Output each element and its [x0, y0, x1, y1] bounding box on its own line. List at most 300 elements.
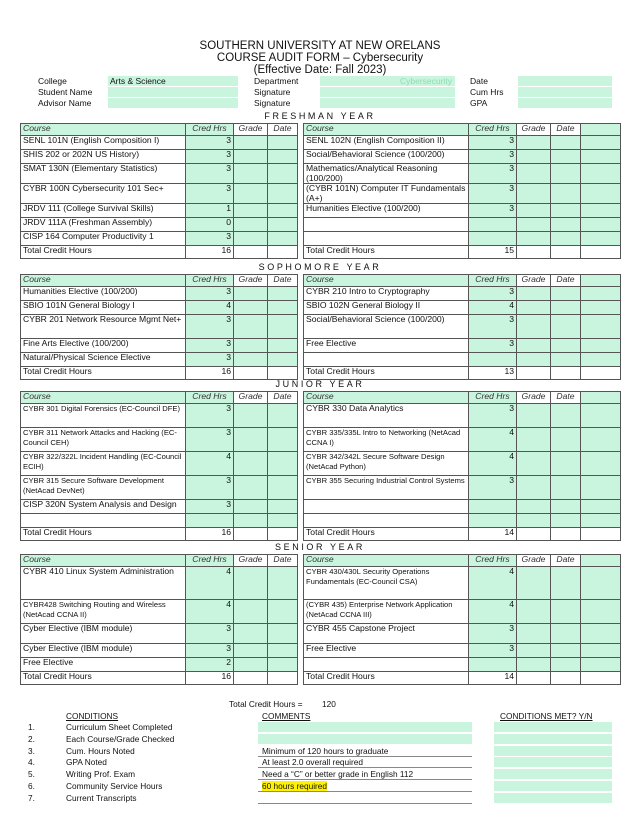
cred-hrs-column-header: Cred Hrs [469, 392, 517, 404]
grade-cell[interactable] [517, 315, 551, 339]
cred-hrs-cell[interactable]: 3 [469, 404, 517, 428]
cred-hrs-cell[interactable]: 3 [186, 315, 234, 339]
date-cell[interactable] [268, 184, 298, 204]
comment-field[interactable] [258, 791, 472, 792]
column-filler [581, 555, 621, 567]
date-cell [268, 246, 298, 259]
grade-cell[interactable] [517, 658, 551, 672]
date-cell[interactable] [268, 624, 298, 644]
date-cell[interactable] [268, 339, 298, 353]
grade-cell[interactable] [234, 476, 268, 500]
condition-number: 4. [28, 757, 35, 768]
course-name-cell: CYBR 455 Capstone Project [304, 624, 469, 644]
cred-hrs-cell[interactable]: 3 [469, 624, 517, 644]
row-filler [581, 367, 621, 380]
date-cell[interactable] [551, 301, 581, 315]
course-name-cell: Humanities Elective (100/200) [304, 204, 469, 218]
date-cell[interactable] [551, 315, 581, 339]
course-name-cell: Fine Arts Elective (100/200) [21, 339, 186, 353]
total-credit-hours-label: Total Credit Hours [304, 528, 469, 541]
grade-cell[interactable] [517, 301, 551, 315]
table-header-row [21, 392, 621, 404]
cred-hrs-cell[interactable]: 3 [186, 624, 234, 644]
advisor-name-field[interactable] [108, 98, 238, 108]
cred-hrs-cell[interactable]: 3 [186, 428, 234, 452]
grand-total-value: 120 [322, 699, 336, 709]
row-filler [581, 246, 621, 259]
date-cell [268, 672, 298, 685]
grade-column-header: Grade [234, 392, 268, 404]
comment-field[interactable] [258, 734, 472, 744]
date-cell[interactable] [551, 339, 581, 353]
date-column-header: Date [268, 555, 298, 567]
date-cell [551, 528, 581, 541]
condition-number: 5. [28, 769, 35, 780]
cred-hrs-cell[interactable]: 3 [186, 287, 234, 301]
row-filler [581, 204, 621, 218]
course-name-cell: Free Elective [304, 644, 469, 658]
cred-hrs-cell[interactable] [469, 514, 517, 528]
cred-hrs-column-header: Cred Hrs [469, 555, 517, 567]
date-cell[interactable] [551, 404, 581, 428]
grade-cell[interactable] [517, 600, 551, 624]
cred-hrs-cell[interactable]: 3 [469, 164, 517, 184]
condition-text: Curriculum Sheet Completed [66, 722, 173, 732]
grade-cell[interactable] [234, 150, 268, 164]
date-cell[interactable] [268, 136, 298, 150]
course-name-cell: (CYBR 435) Enterprise Network Application (NetAcad CCNA III) [304, 600, 469, 624]
grade-column-header: Grade [234, 275, 268, 287]
total-credit-hours-label: Total Credit Hours [304, 672, 469, 685]
grade-cell [517, 367, 551, 380]
date-column-header: Date [268, 124, 298, 136]
cred-hrs-cell[interactable]: 4 [186, 600, 234, 624]
cred-hrs-cell[interactable]: 3 [469, 136, 517, 150]
course-column-header: Course [21, 275, 186, 287]
total-credit-hours-label: Total Credit Hours [21, 367, 186, 380]
date-cell [551, 672, 581, 685]
grade-cell[interactable] [234, 218, 268, 232]
grade-cell[interactable] [234, 287, 268, 301]
grade-cell[interactable] [234, 658, 268, 672]
cred-hrs-cell[interactable]: 4 [469, 600, 517, 624]
grade-cell[interactable] [234, 136, 268, 150]
cred-hrs-column-header: Cred Hrs [186, 555, 234, 567]
grade-cell[interactable] [517, 644, 551, 658]
condition-number: 3. [28, 745, 35, 756]
date-cell[interactable] [268, 476, 298, 500]
grade-cell[interactable] [234, 452, 268, 476]
grade-cell[interactable] [517, 136, 551, 150]
right-total-value: 13 [469, 367, 517, 380]
date-cell[interactable] [268, 232, 298, 246]
cred-hrs-cell[interactable]: 3 [186, 164, 234, 184]
cred-hrs-cell[interactable] [469, 500, 517, 514]
date-cell[interactable] [551, 287, 581, 301]
date-cell[interactable] [551, 600, 581, 624]
cred-hrs-cell[interactable]: 3 [469, 644, 517, 658]
date-cell[interactable] [551, 353, 581, 367]
course-name-cell: SBIO 102N General Biology II [304, 301, 469, 315]
cred-hrs-cell[interactable]: 3 [186, 476, 234, 500]
left-total-value: 16 [186, 367, 234, 380]
right-total-value: 14 [469, 672, 517, 685]
grade-cell[interactable] [234, 339, 268, 353]
course-table [20, 123, 621, 259]
course-name-cell: Cyber Elective (IBM module) [21, 624, 186, 644]
course-name-cell: CISP 164 Computer Productivity 1 [21, 232, 186, 246]
row-filler [581, 644, 621, 658]
gpa-field[interactable] [518, 98, 612, 108]
cred-hrs-cell[interactable]: 3 [186, 644, 234, 658]
table-header-row [21, 555, 621, 567]
table-row [21, 204, 621, 218]
date-cell[interactable] [551, 567, 581, 600]
grade-cell[interactable] [517, 500, 551, 514]
condition-met-field[interactable] [494, 793, 612, 803]
grade-column-header: Grade [517, 392, 551, 404]
date-cell[interactable] [268, 428, 298, 452]
grand-total-label: Total Credit Hours = [229, 699, 303, 709]
left-total-value: 16 [186, 528, 234, 541]
column-filler [581, 392, 621, 404]
row-filler [581, 164, 621, 184]
table-row [21, 624, 621, 644]
college-value: Arts & Science [110, 76, 166, 86]
grade-cell[interactable] [234, 644, 268, 658]
date-cell[interactable] [551, 136, 581, 150]
date-cell[interactable] [551, 218, 581, 232]
grade-cell[interactable] [517, 339, 551, 353]
signature-field-1[interactable] [320, 87, 455, 97]
cred-hrs-cell[interactable]: 3 [186, 150, 234, 164]
cred-hrs-column-header: Cred Hrs [186, 275, 234, 287]
grade-cell[interactable] [517, 404, 551, 428]
advisor-name-label: Advisor Name [38, 98, 92, 108]
grade-cell[interactable] [234, 184, 268, 204]
date-cell[interactable] [551, 514, 581, 528]
date-cell[interactable] [551, 428, 581, 452]
year-title: SOPHOMORE YEAR [258, 262, 382, 272]
grade-cell[interactable] [517, 514, 551, 528]
cred-hrs-cell[interactable] [469, 658, 517, 672]
year-title: JUNIOR YEAR [275, 379, 365, 389]
date-cell[interactable] [268, 150, 298, 164]
grade-cell[interactable] [517, 184, 551, 204]
course-name-cell [304, 500, 469, 514]
grade-column-header: Grade [517, 275, 551, 287]
condition-met-field[interactable] [494, 722, 612, 732]
grade-cell[interactable] [517, 567, 551, 600]
course-column-header: Course [21, 555, 186, 567]
form-title: COURSE AUDIT FORM – Cybersecurity [216, 52, 424, 64]
condition-comment: 60 hours required [262, 781, 328, 791]
course-name-cell: Natural/Physical Science Elective [21, 353, 186, 367]
right-total-value: 15 [469, 246, 517, 259]
cred-hrs-cell[interactable]: 4 [469, 301, 517, 315]
grade-cell [517, 528, 551, 541]
condition-met-field[interactable] [494, 769, 612, 779]
cred-hrs-cell[interactable]: 3 [469, 287, 517, 301]
course-name-cell: CYBR428 Switching Routing and Wireless (NetAcad CCNA II) [21, 600, 186, 624]
table-header-row [21, 124, 621, 136]
date-cell[interactable] [551, 500, 581, 514]
table-header-row [21, 275, 621, 287]
date-cell[interactable] [268, 164, 298, 184]
row-filler [581, 150, 621, 164]
year-title: SENIOR YEAR [275, 542, 365, 552]
cred-hrs-cell[interactable]: 3 [186, 500, 234, 514]
course-column-header: Course [21, 392, 186, 404]
column-filler [581, 275, 621, 287]
cred-hrs-cell[interactable]: 3 [469, 476, 517, 500]
cred-hrs-cell[interactable]: 3 [186, 184, 234, 204]
date-cell[interactable] [551, 658, 581, 672]
table-row [21, 287, 621, 301]
comment-field[interactable] [258, 722, 472, 732]
row-filler [581, 353, 621, 367]
cred-hrs-cell[interactable]: 3 [186, 136, 234, 150]
date-cell[interactable] [551, 232, 581, 246]
cred-hrs-cell[interactable]: 3 [469, 339, 517, 353]
date-cell[interactable] [268, 500, 298, 514]
date-cell[interactable] [551, 184, 581, 204]
cred-hrs-cell[interactable]: 3 [186, 339, 234, 353]
course-name-cell: (CYBR 101N) Computer IT Fundamentals (A+) [304, 184, 469, 204]
date-cell[interactable] [551, 644, 581, 658]
gpa-label: GPA [470, 98, 488, 108]
condition-text: Current Transcripts [66, 792, 137, 803]
date-cell[interactable] [551, 164, 581, 184]
grade-cell[interactable] [234, 500, 268, 514]
course-name-cell: CYBR 330 Data Analytics [304, 404, 469, 428]
date-cell[interactable] [268, 204, 298, 218]
date-cell[interactable] [268, 514, 298, 528]
date-cell [551, 367, 581, 380]
course-name-cell: CISP 320N System Analysis and Design [21, 500, 186, 514]
course-name-cell [304, 218, 469, 232]
date-cell[interactable] [268, 600, 298, 624]
grade-cell[interactable] [517, 428, 551, 452]
course-column-header: Course [304, 124, 469, 136]
student-name-field[interactable] [108, 87, 238, 97]
date-cell[interactable] [268, 644, 298, 658]
condition-met-field[interactable] [494, 781, 612, 791]
table-row [21, 164, 621, 184]
student-name-label: Student Name [38, 87, 93, 97]
cred-hrs-cell[interactable]: 4 [186, 452, 234, 476]
total-credit-hours-label: Total Credit Hours [21, 528, 186, 541]
table-row [21, 404, 621, 428]
condition-text: Writing Prof. Exam [66, 769, 136, 780]
course-table [20, 274, 621, 380]
grade-cell[interactable] [517, 218, 551, 232]
date-column-header: Date [268, 275, 298, 287]
cred-hrs-cell[interactable]: 2 [186, 658, 234, 672]
row-filler [581, 672, 621, 685]
grade-cell[interactable] [234, 624, 268, 644]
grade-cell[interactable] [517, 232, 551, 246]
table-row [21, 644, 621, 658]
grade-cell[interactable] [517, 287, 551, 301]
date-cell[interactable] [268, 353, 298, 367]
row-filler [581, 500, 621, 514]
course-name-cell [304, 232, 469, 246]
cred-hrs-cell[interactable]: 1 [186, 204, 234, 218]
course-name-cell: Free Elective [21, 658, 186, 672]
course-table [20, 391, 621, 541]
date-cell[interactable] [551, 452, 581, 476]
table-row [21, 184, 621, 204]
effective-date: (Effective Date: Fall 2023) [253, 64, 387, 76]
date-cell[interactable] [268, 404, 298, 428]
grade-cell[interactable] [234, 353, 268, 367]
grade-cell[interactable] [517, 150, 551, 164]
grade-cell[interactable] [234, 514, 268, 528]
table-row [21, 500, 621, 514]
date-cell[interactable] [551, 624, 581, 644]
row-filler [581, 301, 621, 315]
cred-hrs-cell[interactable]: 3 [469, 204, 517, 218]
date-column-header: Date [551, 392, 581, 404]
cred-hrs-cell[interactable]: 3 [186, 404, 234, 428]
condition-met-field[interactable] [494, 757, 612, 767]
cred-hrs-cell[interactable]: 3 [469, 315, 517, 339]
cred-hrs-cell[interactable]: 4 [469, 452, 517, 476]
date-cell[interactable] [268, 287, 298, 301]
condition-met-field[interactable] [494, 746, 612, 756]
row-filler [581, 232, 621, 246]
course-name-cell: CYBR 355 Securing Industrial Control Systems [304, 476, 469, 500]
grade-cell[interactable] [234, 428, 268, 452]
table-row [21, 476, 621, 500]
course-name-cell: SBIO 101N General Biology I [21, 301, 186, 315]
course-name-cell: Cyber Elective (IBM module) [21, 644, 186, 658]
cred-hrs-cell[interactable]: 3 [469, 150, 517, 164]
total-row [21, 367, 621, 380]
cred-hrs-column-header: Cred Hrs [186, 124, 234, 136]
grade-cell[interactable] [517, 353, 551, 367]
grade-column-header: Grade [517, 555, 551, 567]
grade-cell[interactable] [234, 164, 268, 184]
date-cell[interactable] [551, 476, 581, 500]
course-name-cell: SENL 101N (English Composition I) [21, 136, 186, 150]
date-cell[interactable] [268, 315, 298, 339]
cred-hrs-cell[interactable]: 0 [186, 218, 234, 232]
cred-hrs-cell[interactable] [186, 514, 234, 528]
date-cell [268, 528, 298, 541]
course-name-cell: CYBR 410 Linux System Administration [21, 567, 186, 600]
grade-cell[interactable] [517, 452, 551, 476]
signature-field-2[interactable] [320, 98, 455, 108]
date-cell[interactable] [268, 452, 298, 476]
grade-cell[interactable] [234, 232, 268, 246]
row-filler [581, 624, 621, 644]
cum-hrs-field[interactable] [518, 87, 612, 97]
table-row [21, 600, 621, 624]
course-name-cell: SMAT 130N (Elementary Statistics) [21, 164, 186, 184]
date-cell [551, 246, 581, 259]
cred-hrs-cell[interactable]: 3 [186, 353, 234, 367]
course-table [20, 554, 621, 685]
cred-hrs-cell[interactable]: 4 [186, 567, 234, 600]
table-row [21, 428, 621, 452]
cred-hrs-column-header: Cred Hrs [469, 124, 517, 136]
grade-cell[interactable] [517, 476, 551, 500]
conditions-title: CONDITIONS [66, 711, 119, 721]
course-column-header: Course [304, 392, 469, 404]
course-name-cell: CYBR 335/335L Intro to Networking (NetAcad CCNA I) [304, 428, 469, 452]
left-total-value: 16 [186, 246, 234, 259]
comment-field[interactable] [258, 803, 472, 804]
row-filler [581, 658, 621, 672]
cred-hrs-cell[interactable] [469, 232, 517, 246]
date-cell[interactable] [551, 204, 581, 218]
cred-hrs-cell[interactable] [469, 218, 517, 232]
row-filler [581, 315, 621, 339]
left-total-value: 16 [186, 672, 234, 685]
course-name-cell: CYBR 311 Network Attacks and Hacking (EC-Council CEH) [21, 428, 186, 452]
course-name-cell: CYBR 301 Digital Forensics (EC-Council DFE) [21, 404, 186, 428]
date-label: Date [470, 76, 488, 86]
row-filler [581, 476, 621, 500]
cred-hrs-cell[interactable]: 4 [469, 567, 517, 600]
grade-cell[interactable] [234, 315, 268, 339]
date-column-header: Date [268, 392, 298, 404]
grade-cell[interactable] [234, 404, 268, 428]
grade-cell [234, 246, 268, 259]
grade-cell[interactable] [234, 204, 268, 218]
course-name-cell: Social/Behavioral Science (100/200) [304, 150, 469, 164]
condition-text: GPA Noted [66, 757, 107, 768]
date-cell[interactable] [268, 218, 298, 232]
date-cell[interactable] [268, 301, 298, 315]
grade-cell [517, 246, 551, 259]
cred-hrs-cell[interactable]: 3 [186, 232, 234, 246]
date-cell[interactable] [268, 567, 298, 600]
course-name-cell: CYBR 322/322L Incident Handling (EC-Council ECIH) [21, 452, 186, 476]
course-name-cell: Social/Behavioral Science (100/200) [304, 315, 469, 339]
date-cell[interactable] [551, 150, 581, 164]
grade-cell[interactable] [517, 204, 551, 218]
grade-cell[interactable] [517, 624, 551, 644]
row-filler [581, 287, 621, 301]
course-name-cell: CYBR 315 Secure Software Development (NetAcad DevNet) [21, 476, 186, 500]
grade-cell[interactable] [234, 600, 268, 624]
grade-cell [234, 672, 268, 685]
comments-title: COMMENTS [262, 711, 311, 721]
cred-hrs-cell[interactable]: 4 [186, 301, 234, 315]
cred-hrs-cell[interactable]: 4 [469, 428, 517, 452]
grade-cell[interactable] [234, 567, 268, 600]
grade-cell[interactable] [234, 301, 268, 315]
date-field[interactable] [518, 76, 612, 86]
cred-hrs-cell[interactable] [469, 353, 517, 367]
row-filler [581, 528, 621, 541]
condition-text: Community Service Hours [66, 781, 163, 791]
grade-cell [234, 367, 268, 380]
condition-text: Cum. Hours Noted [66, 745, 135, 756]
course-name-cell: CYBR 342/342L Secure Software Design (NetAcad Python) [304, 452, 469, 476]
total-row [21, 246, 621, 259]
total-row [21, 672, 621, 685]
date-cell[interactable] [268, 658, 298, 672]
table-row [21, 339, 621, 353]
condition-met-field[interactable] [494, 734, 612, 744]
cred-hrs-cell[interactable]: 3 [469, 184, 517, 204]
grade-cell[interactable] [517, 164, 551, 184]
course-column-header: Course [21, 124, 186, 136]
